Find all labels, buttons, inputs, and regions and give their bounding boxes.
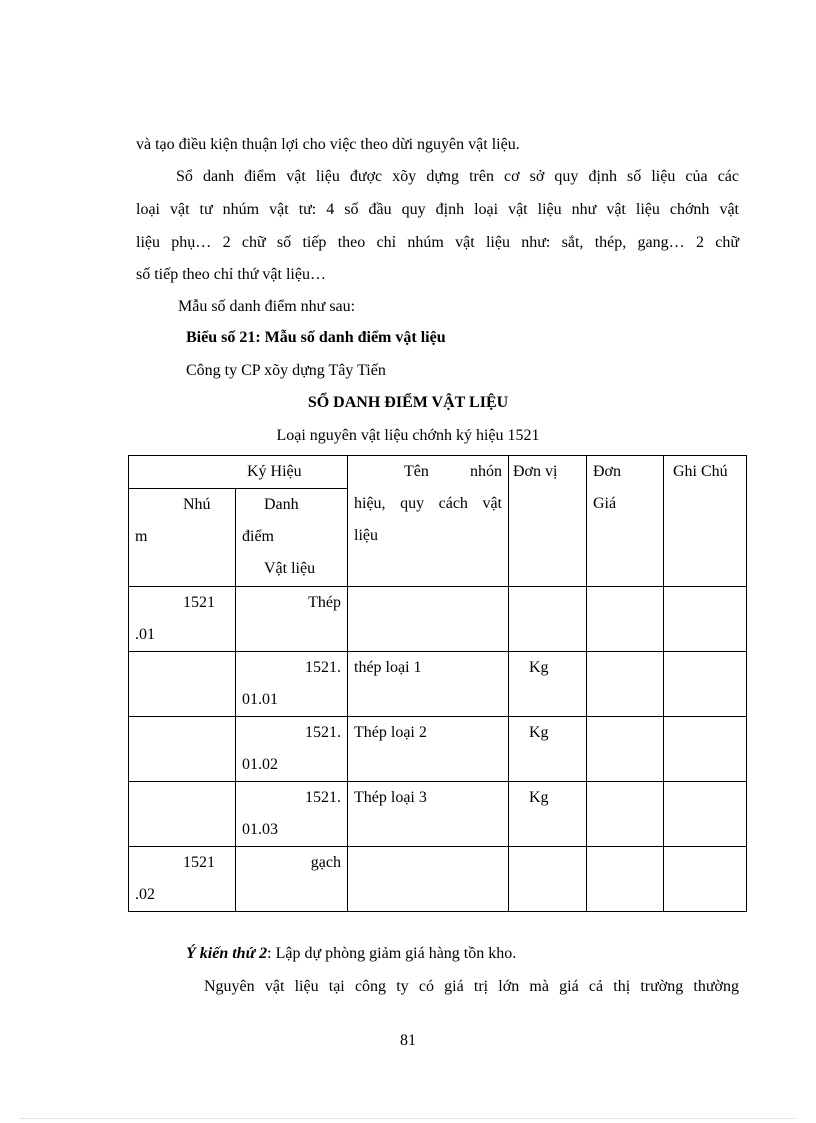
header-ghi-chu: Ghi Chú xyxy=(664,456,747,587)
table-row xyxy=(129,847,747,912)
header-ten-line: Tên nhón xyxy=(404,463,502,480)
paragraph-line: Sổ danh điểm vật liệu được xõy dựng trên cơ sở quy định số liệu của các xyxy=(176,168,739,185)
cell-don-vi xyxy=(509,587,587,652)
company-name: Công ty CP xõy dựng Tây Tiến xyxy=(186,362,386,379)
header-ten-line: liệu xyxy=(354,527,378,544)
cell-don-vi xyxy=(509,847,587,912)
table-row xyxy=(129,587,747,652)
cell-ten: thép loại 1 xyxy=(348,652,509,717)
cell-nhom xyxy=(129,717,236,782)
header-danh-diem xyxy=(236,489,348,587)
paragraph-line: và tạo điều kiện thuận lợi cho việc theo dừi nguyên vật liệu. xyxy=(136,136,520,153)
cell-danh-diem: Thép xyxy=(236,587,348,652)
table-caption xyxy=(186,328,446,348)
cell-danh-diem: 1521. 01.01 xyxy=(236,652,348,717)
cell-nhom: 1521 .02 xyxy=(129,847,236,912)
header-danh-diem-line: điểm xyxy=(242,528,274,545)
cell-ten xyxy=(348,847,509,912)
header-don-vi: Đơn vị xyxy=(509,456,587,587)
paragraph-line: liệu phụ… 2 chữ số tiếp theo chỉ nhúm vật liệu như: sắt, thép, gang… 2 chữ xyxy=(136,234,739,251)
header-don-gia xyxy=(587,456,664,587)
paragraph-line: Mẫu số danh điểm như sau: xyxy=(178,298,356,315)
paragraph-line: loại vật tư nhúm vật tư: 4 số đầu quy định loại vật liệu như vật liệu chớnh vật xyxy=(136,201,739,218)
caption-text: : Mẫu số danh điểm vật liệu xyxy=(255,329,446,346)
opinion-heading xyxy=(186,944,516,964)
caption-label: Biểu số 21 xyxy=(186,329,256,346)
opinion-label: Ý kiến thứ 2 xyxy=(186,945,268,962)
table-header-row xyxy=(129,456,747,489)
page-number: 81 xyxy=(400,1032,416,1049)
header-don-gia-line: Giá xyxy=(593,495,617,512)
paragraph-line: Nguyên vật liệu tại công ty có giá trị lớn mà giá cả thị trường thường xyxy=(204,978,739,995)
header-ten xyxy=(348,456,509,587)
header-ten-line: hiệu, quy cách vật xyxy=(354,495,502,512)
document-title: SỔ DANH ĐIỂM VẬT LIỆU xyxy=(307,394,509,411)
cell-don-vi: Kg xyxy=(509,782,587,847)
table-row xyxy=(129,652,747,717)
cell-don-gia xyxy=(587,587,664,652)
header-danh-diem-line: Danh xyxy=(264,496,299,513)
cell-nhom: 1521 .01 xyxy=(129,587,236,652)
cell-ghi-chu xyxy=(664,782,747,847)
cell-don-vi: Kg xyxy=(509,652,587,717)
cell-danh-diem: 1521. 01.02 xyxy=(236,717,348,782)
cell-danh-diem: 1521. 01.03 xyxy=(236,782,348,847)
cell-ghi-chu xyxy=(664,587,747,652)
cell-don-vi: Kg xyxy=(509,717,587,782)
material-code-table xyxy=(128,455,747,912)
cell-ghi-chu xyxy=(664,717,747,782)
cell-don-gia xyxy=(587,847,664,912)
page-footer-divider xyxy=(20,1118,796,1119)
table-row xyxy=(129,782,747,847)
header-nhom xyxy=(129,489,236,587)
header-don-gia-line: Đơn xyxy=(593,463,622,480)
cell-nhom xyxy=(129,652,236,717)
cell-ghi-chu xyxy=(664,652,747,717)
header-nhom-line: Nhú xyxy=(183,496,211,513)
cell-nhom xyxy=(129,782,236,847)
cell-don-gia xyxy=(587,782,664,847)
header-nhom-line: m xyxy=(135,528,148,545)
header-ky-hieu: Ký Hiệu xyxy=(129,456,348,489)
cell-ten xyxy=(348,587,509,652)
cell-don-gia xyxy=(587,652,664,717)
cell-ten: Thép loại 3 xyxy=(348,782,509,847)
opinion-text: : Lập dự phòng giảm giá hàng tồn kho. xyxy=(267,945,517,962)
header-danh-diem-line: Vật liệu xyxy=(264,560,316,577)
cell-danh-diem: gạch xyxy=(236,847,348,912)
table-row xyxy=(129,717,747,782)
cell-ten: Thép loại 2 xyxy=(348,717,509,782)
cell-ghi-chu xyxy=(664,847,747,912)
paragraph-line: số tiếp theo chỉ thứ vật liệu… xyxy=(136,266,326,283)
cell-don-gia xyxy=(587,717,664,782)
document-subtitle: Loại nguyên vật liệu chớnh ký hiệu 1521 xyxy=(276,427,540,444)
